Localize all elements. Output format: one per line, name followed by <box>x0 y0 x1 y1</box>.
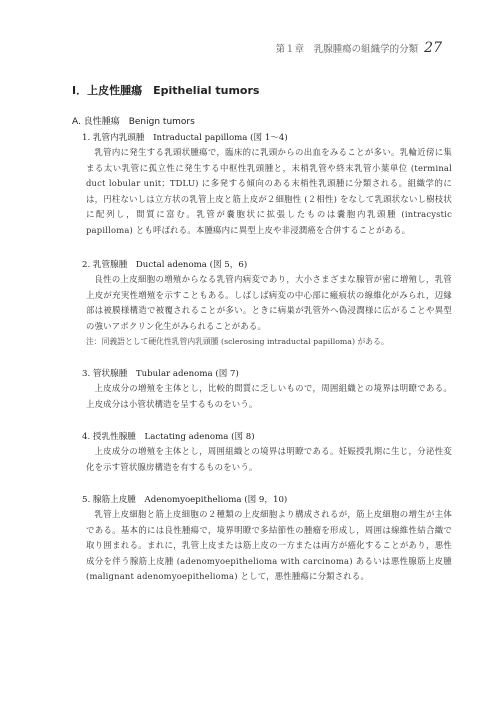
section-title: 3. 管状腺腫 Tubular adenoma (図 7) <box>82 369 239 379</box>
section-paragraph: 乳管上皮細胞と筋上皮細胞の２種類の上皮細胞より構成されるが，筋上皮細胞の増生が主体である。基本的には良性腫瘍で，境界明瞭で多結節性の腫瘤を形成し，周囲は線維性結合織で取り囲まれる。まれに，乳管上皮または筋上皮の一方または両方が癌化することがあり，悪性成分を伴う腺筋上皮腫 (adenomyoepithelioma with carcinoma) あるいは悪性腺筋上皮腫 (malignant adenomyoepithelioma) として，悪性腫瘍に分類される。 <box>86 509 452 581</box>
section-paragraph: 良性の上皮細胞の増殖からなる乳管内病変であり，大小さまざまな腺管が密に増殖し，乳管上皮が充実性増殖を示すこともある。しばしば病変の中心部に瘢痕状の線維化がみられ，辺縁部は被膜様構造で被覆されることが多い。ときに病巣が乳管外へ偽浸潤様に広がることや異型の強いアポクリン化生がみられることがある。 <box>86 274 452 331</box>
section-paragraph: 乳管内に発生する乳頭状腫瘍で，臨床的に乳頭からの出血をみることが多い。乳輪近傍に集まる太い乳管に孤立性に発生する中枢性乳頭腫と，末梢乳管や終末乳管小葉単位 (terminal duct lobular unit；TDLU) に多発する傾向のある末梢性乳頭腫に分類される。組織学的には，円柱ないしは立方状の乳管上皮と筋上皮が２細胞性 (２相性) をなして乳頭状ないし樹枝状に配列し，間質に富む。乳管が嚢胞状に拡張したものは嚢胞内乳頭腫 (intracystic papilloma) とも呼ばれる。本腫瘍内に異型上皮や非浸潤癌を合併することがある。 <box>86 147 452 235</box>
section-lactating-adenoma <box>82 430 452 475</box>
section-title: 2. 乳管腺腫 Ductal adenoma (図 5，6) <box>82 260 248 270</box>
page-content <box>72 82 452 603</box>
section-paragraph: 上皮成分の増殖を主体とし，比較的間質に乏しいもので，周囲組織との境界は明瞭である。上皮成分は小管状構造を呈するものをいう。 <box>86 383 452 409</box>
page-number: 27 <box>424 40 442 56</box>
section-title: 4. 授乳性腺腫 Lactating adenoma (図 8) <box>82 432 255 442</box>
section-adenomyoepithelioma <box>82 493 452 585</box>
section-title: 1. 乳管内乳頭腫 Intraductal papilloma (図 1〜4) <box>82 133 288 143</box>
subsection-heading: A. 良性腫瘍 Benign tumors <box>72 117 195 127</box>
section-tubular-adenoma <box>82 367 452 412</box>
chapter-title: 第１章 乳腺腫瘍の組織学的分類 <box>275 44 419 55</box>
section-note: 注：同義語として硬化性乳管内乳頭腫 (sclerosing intraductal papilloma) がある。 <box>86 337 389 346</box>
section-heading: Ⅰ．上皮性腫瘍 Epithelial tumors <box>72 84 260 97</box>
section-title: 5. 腺筋上皮腫 Adenomyoepithelioma (図 9，10) <box>82 495 288 505</box>
running-header <box>276 40 442 56</box>
section-ductal-adenoma <box>82 258 452 349</box>
section-paragraph: 上皮成分の増殖を主体とし，周囲組織との境界は明瞭である。妊娠授乳期に生じ，分泌性変化を示す管状腺房構造を有するものをいう。 <box>86 446 452 472</box>
section-intraductal-papilloma <box>82 131 452 238</box>
